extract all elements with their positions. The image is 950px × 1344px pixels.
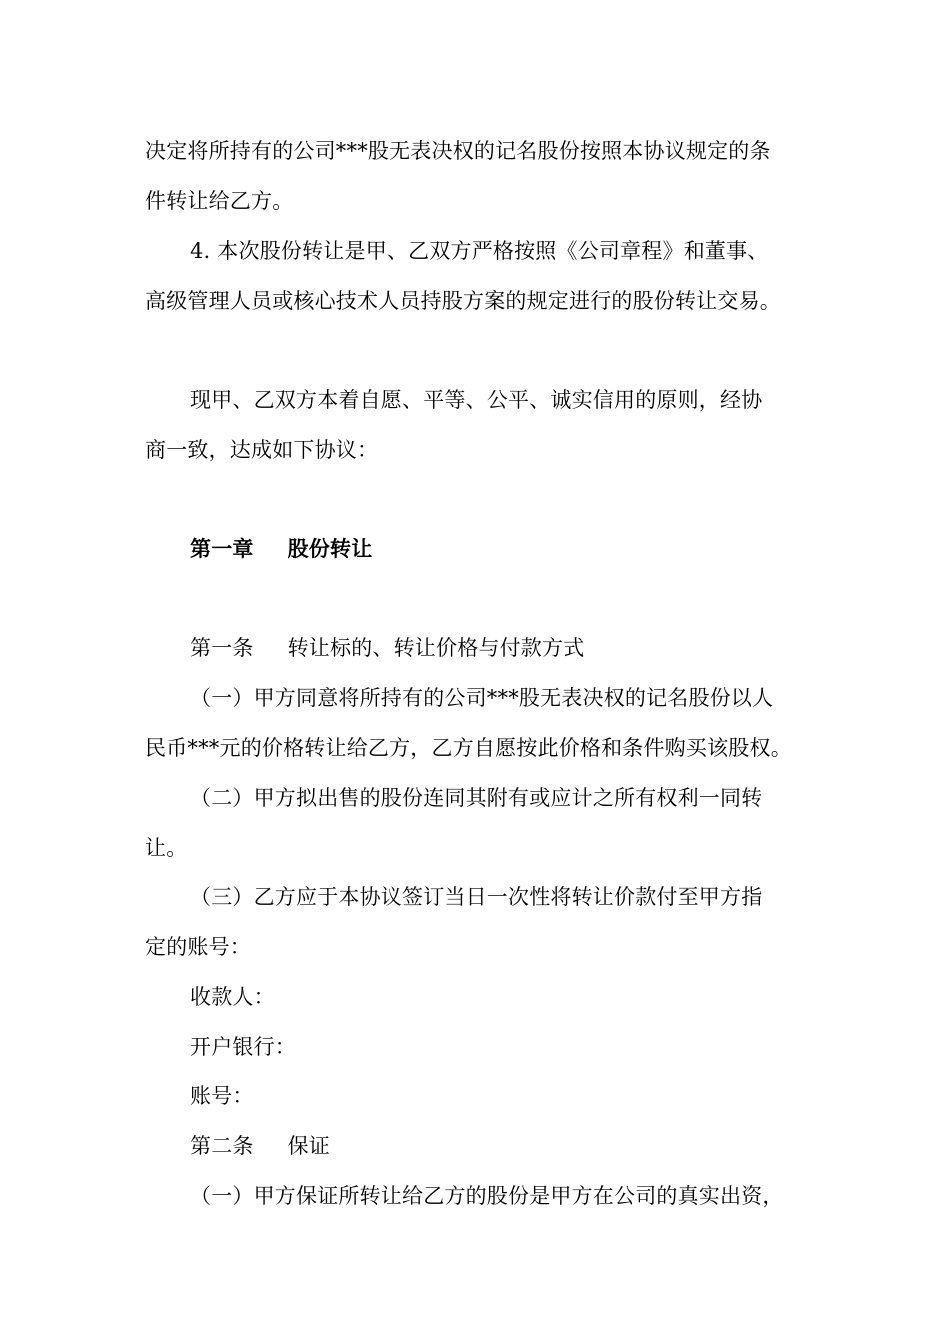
article-number: 第二条 [190, 1134, 254, 1158]
article-title: 保证 [287, 1134, 331, 1158]
chapter-heading [190, 534, 870, 564]
article-title: 转让标的、转让价格与付款方式 [287, 636, 585, 660]
bank-label: 开户银行： [190, 1035, 296, 1059]
paragraph-line: （二）甲方拟出售的股份连同其附有或应计之所有权利一同转 [190, 786, 763, 810]
paragraph-line: （三）乙方应于本协议签订当日一次性将转让价款付至甲方指 [190, 885, 763, 909]
account-label: 账号： [190, 1084, 254, 1108]
paragraph-line: 让。 [145, 836, 188, 860]
chapter-number: 第一章 [190, 537, 254, 561]
article-heading [190, 633, 870, 663]
paragraph-line: （一）甲方同意将所持有的公司***股无表决权的记名股份以人 [190, 686, 774, 710]
article-number: 第一条 [190, 636, 254, 660]
paragraph-line: 件转让给乙方。 [145, 189, 294, 213]
paragraph-line: 决定将所持有的公司***股无表决权的记名股份按照本协议规定的条 [145, 139, 771, 163]
article-heading [190, 1131, 870, 1161]
paragraph-line: 商一致，达成如下协议： [145, 438, 379, 462]
paragraph-line: 4. 本次股份转让是甲、乙双方严格按照《公司章程》和董事、 [190, 239, 769, 263]
paragraph-line: 定的账号： [145, 935, 251, 959]
chapter-title: 股份转让 [287, 537, 373, 561]
paragraph-line: （一）甲方保证所转让给乙方的股份是甲方在公司的真实出资， [190, 1184, 784, 1208]
paragraph-line: 高级管理人员或核心技术人员持股方案的规定进行的股份转让交易。 [145, 289, 781, 313]
paragraph-line: 民币***元的价格转让给乙方，乙方自愿按此价格和条件购买该股权。 [145, 736, 792, 760]
payee-label: 收款人： [190, 985, 275, 1009]
paragraph-line: 现甲、乙双方本着自愿、平等、公平、诚实信用的原则，经协 [190, 388, 763, 412]
